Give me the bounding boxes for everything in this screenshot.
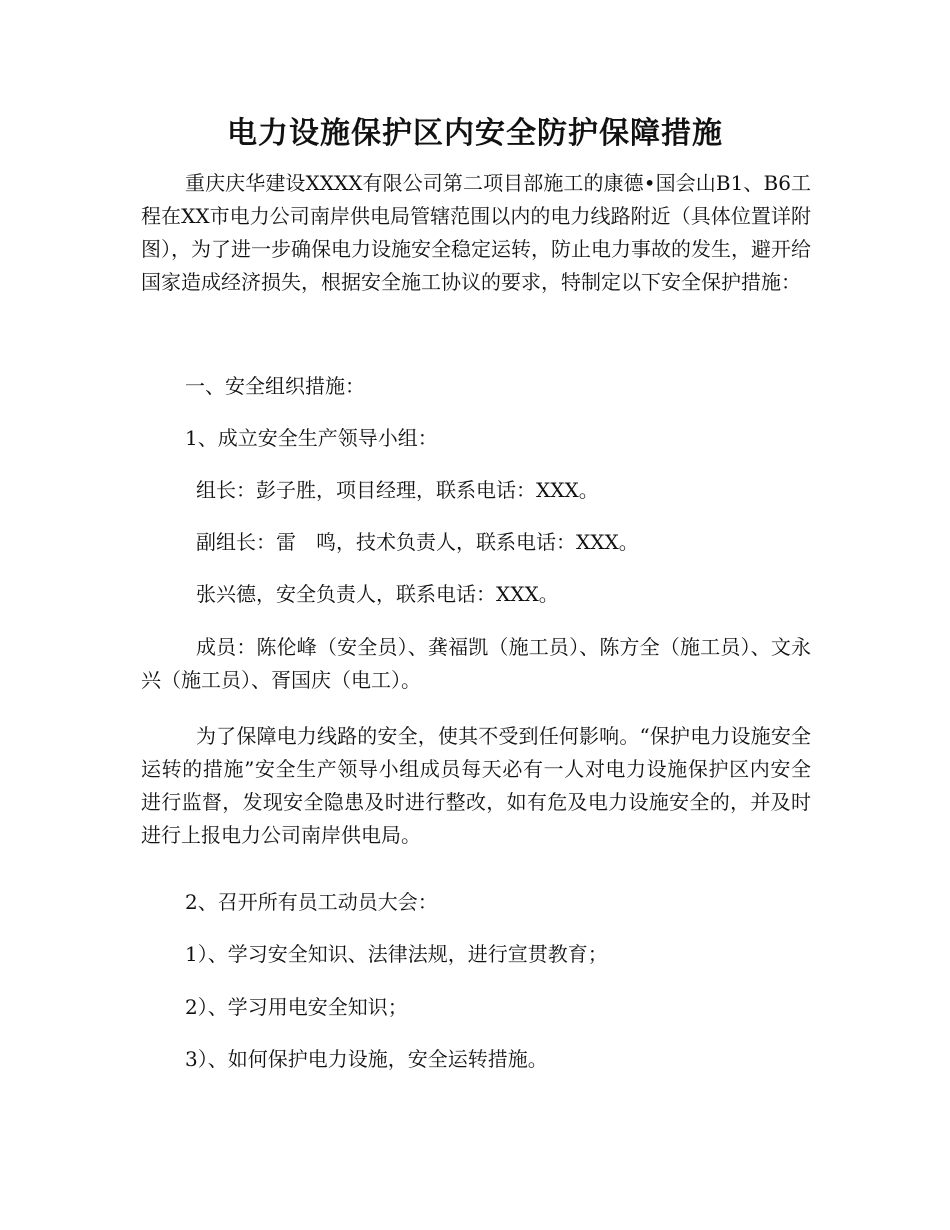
- deputy-leader-line: 副组长：雷 鸣，技术负责人，联系电话：XXX。: [196, 530, 639, 554]
- sub-item-1: 1）、学习安全知识、法律法规，进行宣贯教育；: [185, 942, 608, 966]
- item-heading-staff-meeting: 2、召开所有员工动员大会：: [185, 890, 438, 914]
- leader-line: 组长：彭子胜，项目经理，联系电话：XXX。: [196, 478, 599, 502]
- supervision-paragraph: 为了保障电力线路的安全，使其不受到任何影响。“保护电力设施安全运转的措施”安全生产领导小组成员每天必有一人对电力设施保护区内安全进行监督，发现安全隐患及时进行整改，如有危及电力设施安全的，并及时进行上报电力公司南岸供电局。: [141, 724, 811, 847]
- section-heading-safety-organization: 一、安全组织措施：: [185, 374, 365, 398]
- members-paragraph: 成员：陈伦峰（安全员）、龚福凯（施工员）、陈方全（施工员）、文永兴（施工员）、胥国庆（电工）。: [141, 635, 811, 692]
- sub-item-2: 2）、学习用电安全知识；: [185, 995, 408, 1019]
- safety-officer-line: 张兴德，安全负责人，联系电话：XXX。: [196, 582, 559, 606]
- item-heading-leadership-group: 1、成立安全生产领导小组：: [185, 426, 438, 450]
- intro-paragraph: 重庆庆华建设XXXX有限公司第二项目部施工的康德•国会山B1、B6工程在XX市电力公司南岸供电局管辖范围以内的电力线路附近（具体位置详附图），为了进一步确保电力设施安全稳定运转，防止电力事故的发生，避开给国家造成经济损失，根据安全施工协议的要求，特制定以下安全保护措施：: [141, 171, 811, 294]
- document-title: 电力设施保护区内安全防护保障措施: [227, 116, 723, 151]
- sub-item-3: 3）、如何保护电力设施，安全运转措施。: [185, 1047, 548, 1071]
